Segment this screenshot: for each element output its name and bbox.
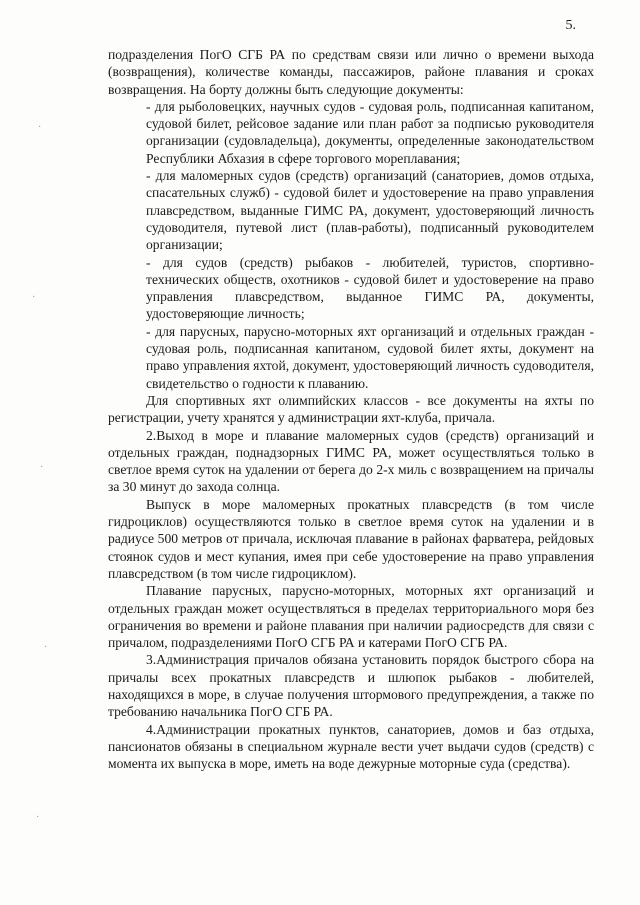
paragraph-yacht-navigation: Плавание парусных, парусно-моторных, моторных яхт организаций и отдельных граждан может осуществляться в пределах территориального моря без ограничения во времени и районе плавания при наличии радиосредств для связи с причалом, подразделениями ПогО СГБ РА и катерами ПогО СГБ РА. <box>108 583 594 651</box>
page-number: 5. <box>565 18 576 33</box>
paragraph-rental-release: Выпуск в море маломерных прокатных плавсредств (в том числе гидроциклов) осуществляются только в светлое время суток на удалении и в радиусе 500 метров от причала, исключая плавание в районах фарватера, рейдовых стоянок судов и мест купания, имея при себе удостоверение на право управления плавсредством (в том числе гидроциклом). <box>108 496 594 581</box>
scan-speck: · <box>44 642 48 653</box>
scan-speck: · <box>38 122 42 133</box>
scan-speck: · <box>40 462 44 473</box>
scan-speck: · <box>36 812 40 823</box>
list-item-amateur-fishers: - для судов (средств) рыбаков - любителей, туристов, спортивно-технических обществ, охотников - судовой билет и удостоверение на право управления плавсредством, выданное ГИМС РА, документы, удостоверяющие личность; <box>146 254 594 322</box>
list-item-sailing-yachts: - для парусных, парусно-моторных яхт организаций и отдельных граждан - судовая роль, подписанная капитаном, судовой билет яхты, документ на право управления яхтой, документ, удостоверяющий личность судоводителя, свидетельство о годности к плаванию. <box>146 323 594 391</box>
paragraph-olympic-yachts: Для спортивных яхт олимпийских классов - все документы на яхты по регистрации, учету хранятся у администрации яхт-клуба, причала. <box>108 392 594 426</box>
list-item-fishing-vessels: - для рыболовецких, научных судов - судовая роль, подписанная капитаном, судовой билет, рейсовое задание или план работ за подписью руководителя организации (судовладельца), документы, определенные законодательством Республики Абхазия в сфере торгового мореплавания; <box>146 98 594 166</box>
document-body <box>108 46 594 772</box>
scan-speck: · <box>32 292 36 303</box>
paragraph-section-4: 4.Администрации прокатных пунктов, санаториев, домов и баз отдыха, пансионатов обязаны в специальном журнале вести учет выдачи судов (средств) с момента их выпуска в море, иметь на воде дежурные моторные суда (средства). <box>108 721 594 772</box>
paragraph-section-2: 2.Выход в море и плавание маломерных судов (средств) организаций и отдельных граждан, поднадзорных ГИМС РА, может осуществляться только в светлое время суток на удалении от берега до 2-х миль с возвращением на причалы за 30 минут до захода солнца. <box>108 427 594 495</box>
paragraph-intro: подразделения ПогО СГБ РА по средствам связи или лично о времени выхода (возвращения), количестве команды, пассажиров, районе плавания и сроках возвращения. На борту должны быть следующие документы: <box>108 47 594 97</box>
list-item-small-vessels: - для маломерных судов (средств) организаций (санаториев, домов отдыха, спасательных служб) - судовой билет и удостоверение на право управления плавсредством, выданные ГИМС РА, документ, удостоверяющий личность судоводителя, путевой лист (плав-работы), подписанный руководителем организации; <box>146 168 594 253</box>
paragraph-section-3: 3.Администрация причалов обязана установить порядок быстрого сбора на причалы всех прокатных плавсредств и шлюпок рыбаков - любителей, находящихся в море, в случае получения штормового предупреждения, а также по требованию начальника ПогО СГБ РА. <box>108 652 594 720</box>
